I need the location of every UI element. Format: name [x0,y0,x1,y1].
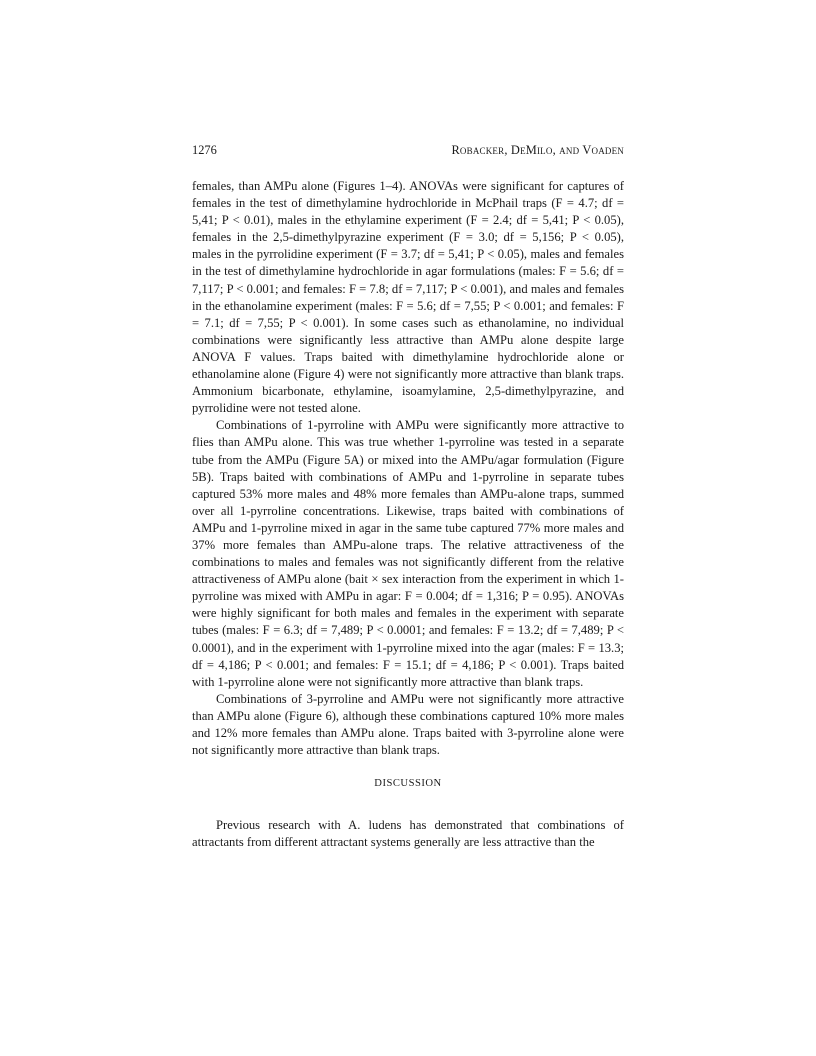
page [192,142,624,851]
page-number: 1276 [192,143,217,157]
paragraph-3: Combinations of 3-pyrroline and AMPu were not significantly more attractive than AMPu alone (Figure 6), although these combinations captured 10% more males and 12% more females than AMPu alone. Traps baited with 3-pyrroline alone were not significantly more attractive than blank traps. [192,691,624,758]
paragraph-1: females, than AMPu alone (Figures 1–4). ANOVAs were significant for captures of females in the test of dimethylamine hydrochloride in McPhail traps (F = 4.7; df = 5,41; P < 0.01), males in the ethylamine experiment (F = 2.4; df = 5,41; P < 0.05), females in the 2,5-dimethylpyrazine experiment (F = 3.0; df = 5,156; P < 0.05), males in the pyrrolidine experiment (F = 3.7; df = 5,41; P < 0.05), males and females in the test of dimethylamine hydrochloride in agar formulations (males: F = 5.6; df = 7,117; P < 0.001; and females: F = 7.8; df = 7,117; P < 0.001), and males and females in the ethanolamine experiment (males: F = 5.6; df = 7,55; P < 0.001; and females: F = 7.1; df = 7,55; P < 0.001). In some cases such as ethanolamine, no individual combinations were significantly less attractive than AMPu alone despite large ANOVA F values. Traps baited with dimethylamine hydrochloride alone or ethanolamine alone (Figure 4) were not significantly more attractive than blank traps. Ammonium bicarbonate, ethylamine, isoamylamine, 2,5-dimethylpyrazine, and pyrrolidine were not tested alone. [192,179,624,416]
discussion-paragraph: Previous research with A. ludens has demonstrated that combinations of attractants from different attractant systems generally are less attractive than the [192,818,624,850]
section-heading: DISCUSSION [374,778,442,790]
running-head [192,142,624,158]
results-text [192,178,624,759]
running-head-authors: Robacker, DeMilo, and Voaden [451,143,624,157]
paragraph-2: Combinations of 1-pyrroline with AMPu were significantly more attractive to flies than AMPu alone. This was true whether 1-pyrroline was tested in a separate tube from the AMPu (Figure 5A) or mixed into the AMPu/agar formulation (Figure 5B). Traps baited with combinations of AMPu and 1-pyrroline in separate tubes captured 53% more males and 48% more females than AMPu-alone traps, summed over all 1-pyrroline concentrations. Likewise, traps baited with combinations of AMPu and 1-pyrroline mixed in agar in the same tube captured 77% more males and 37% more females than AMPu-alone traps. The relative attractiveness of the combinations to males and females was not significantly different from the relative attractiveness of AMPu alone (bait × sex interaction from the experiment in which 1-pyrroline was mixed with AMPu in agar: F = 0.004; df = 1,316; P = 0.95). ANOVAs were highly significant for both males and females in the experiment with separate tubes (males: F = 6.3; df = 7,489; P < 0.0001; and females: F = 13.2; df = 7,489; P < 0.0001), and in the experiment with 1-pyrroline mixed into the agar (males: F = 13.3; df = 4,186; P < 0.001; and females: F = 15.1; df = 4,186; P < 0.001). Traps baited with 1-pyrroline alone were not significantly more attractive than blank traps. [192,418,624,689]
discussion-text [192,817,624,851]
